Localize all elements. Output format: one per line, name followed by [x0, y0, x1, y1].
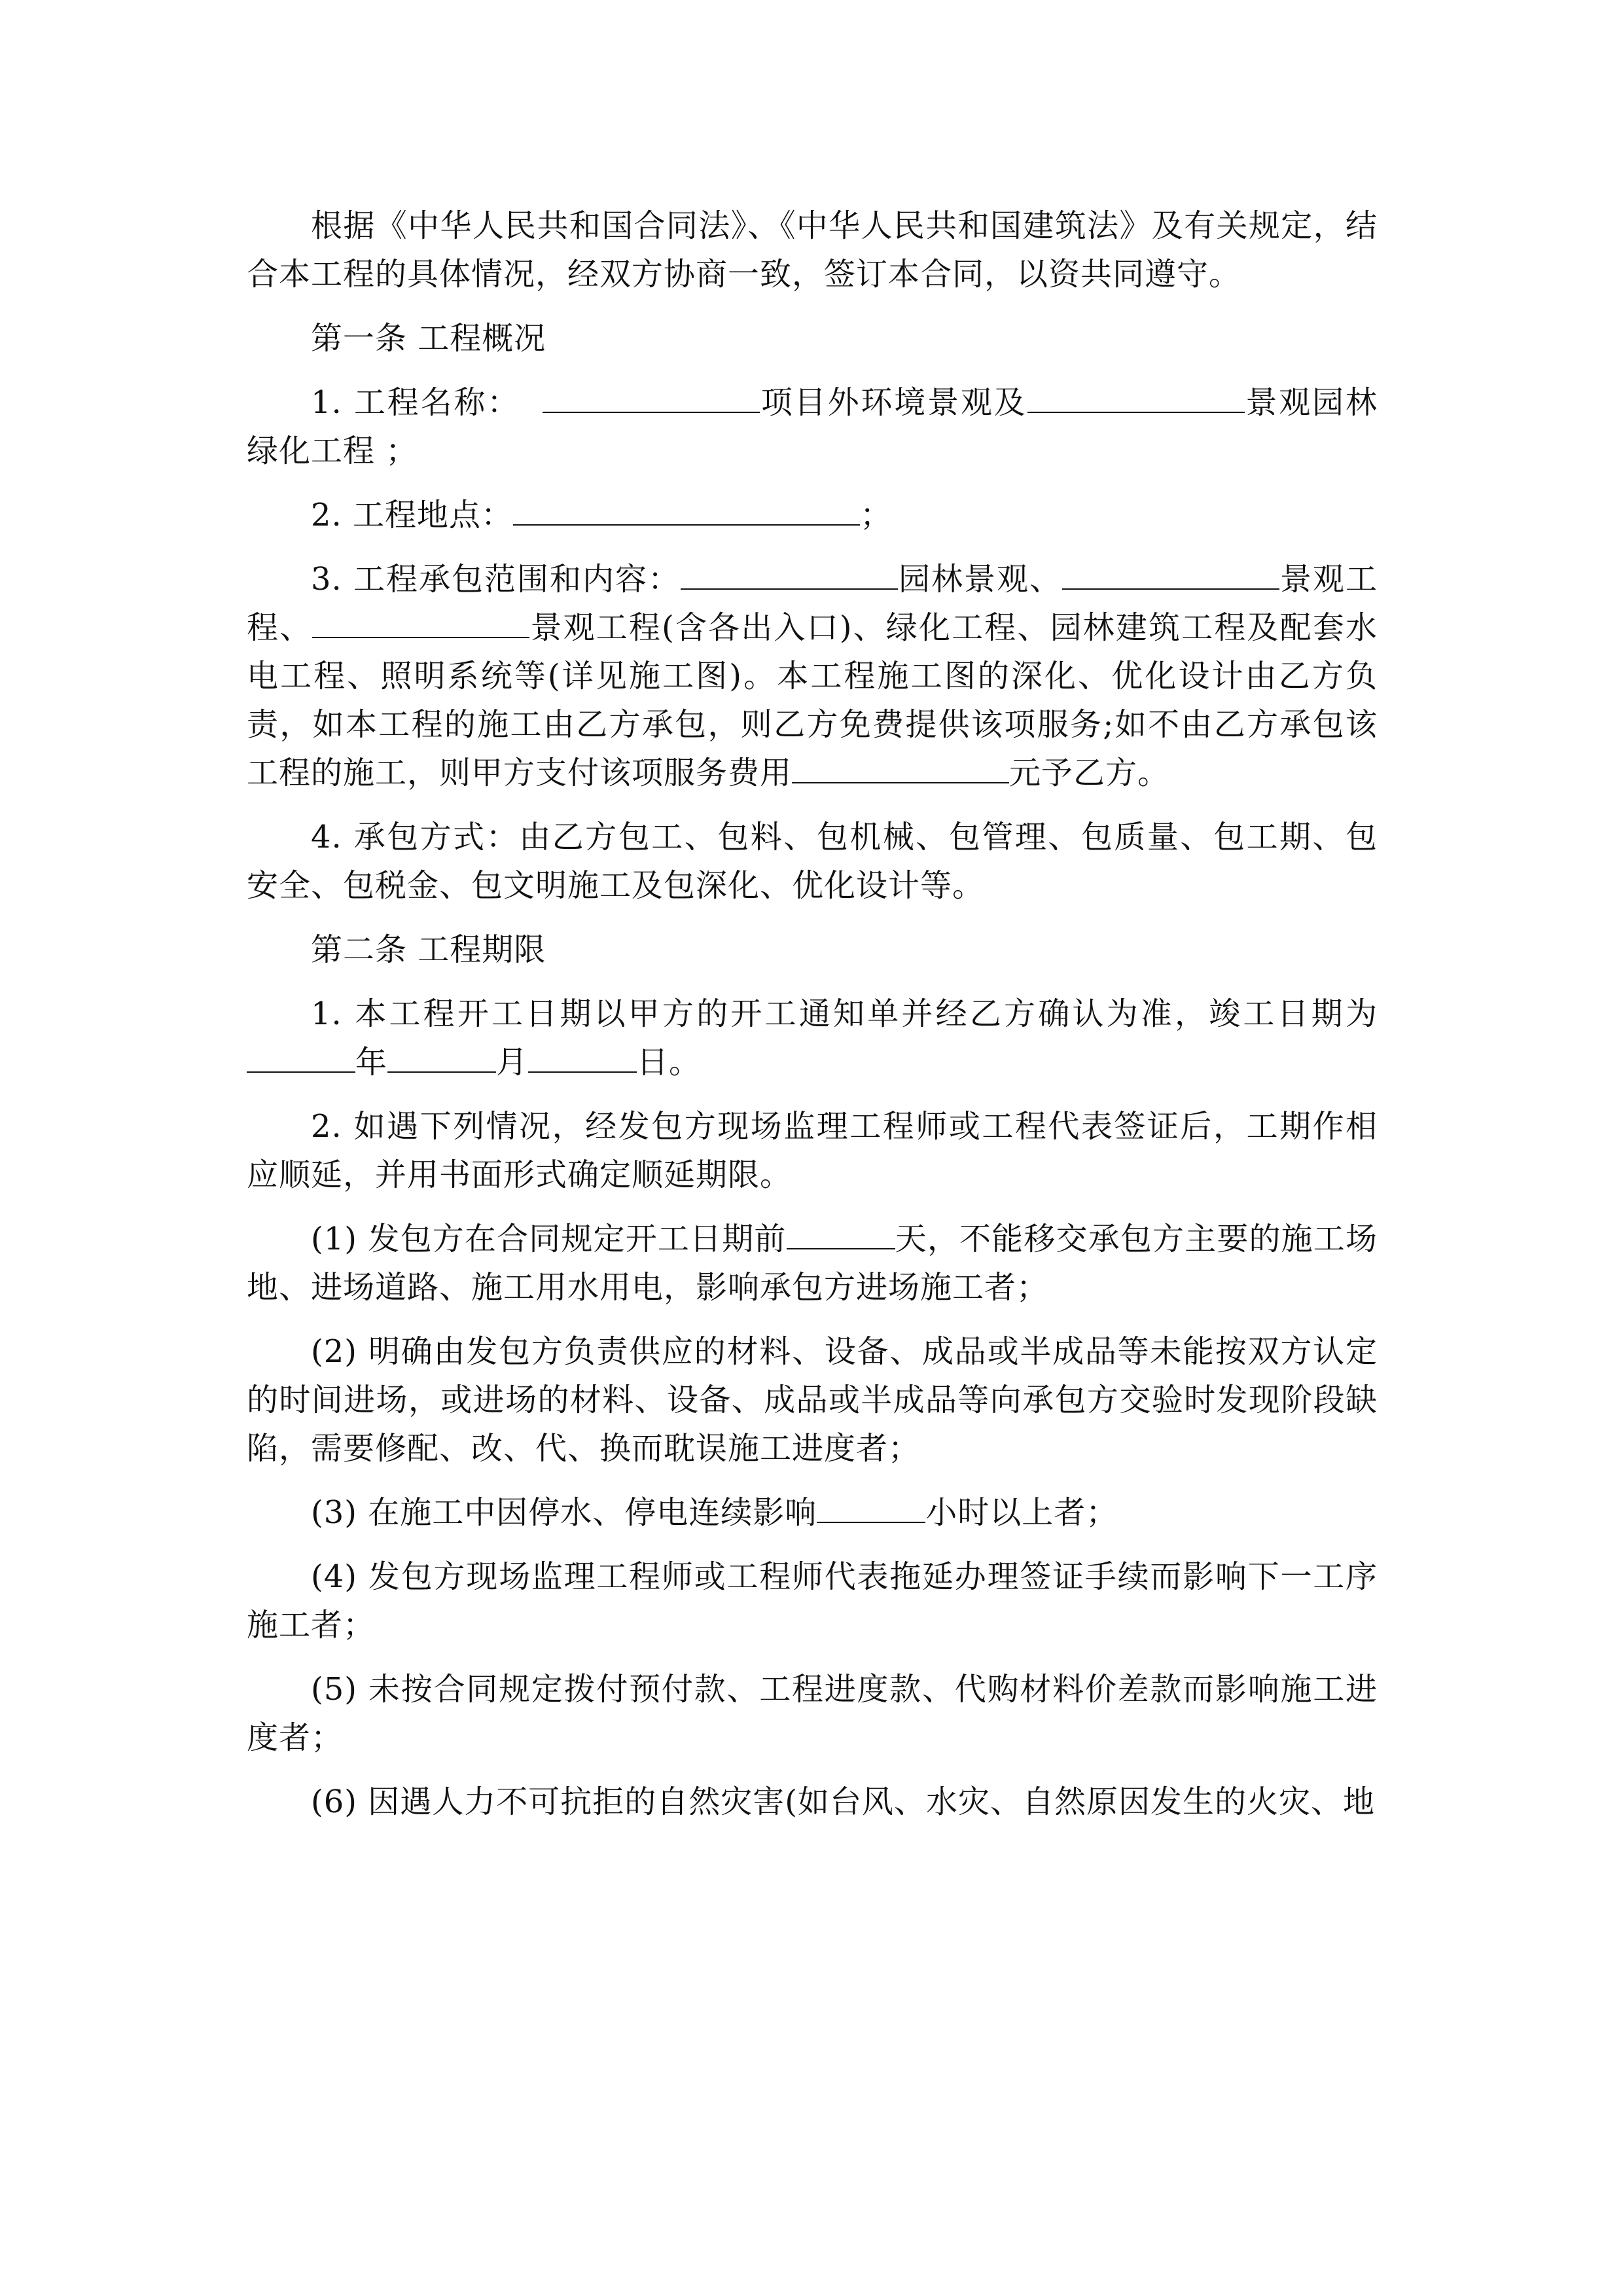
article-2-sub-2: (2) 明确由发包方负责供应的材料、设备、成品或半成品等未能按双方认定的时间进场，或进场的材料、设备、成品或半成品等向承包方交验时发现阶段缺陷，需要修配、改、代、换而耽误施工进度者； [247, 1333, 1378, 1467]
article-1-heading: 第一条 工程概况 [311, 320, 546, 357]
article-2-item-2: 2. 如遇下列情况，经发包方现场监理工程师或工程代表签证后，工期作相应顺延，并用书面形式确定顺延期限。 [247, 1108, 1378, 1193]
blank-line [681, 556, 898, 590]
blank-line [1062, 556, 1279, 590]
article-2-sub-1: (1) 发包方在合同规定开工日期前 天，不能移交承包方主要的施工场地、进场道路、施工用水用电，影响承包方进场施工者； [247, 1215, 1378, 1312]
article-2-sub-3: (3) 在施工中因停水、停电连续影响 小时以上者； [247, 1488, 1378, 1537]
article-1-item-2: 2. 工程地点： ； [247, 491, 1378, 539]
article-2-heading: 第二条 工程期限 [311, 931, 546, 968]
blank-line [817, 1489, 925, 1523]
intro-paragraph: 根据《中华人民共和国合同法》、《中华人民共和国建筑法》及有关规定，结合本工程的具体情况，经双方协商一致，签订本合同，以资共同遵守。 [247, 207, 1378, 293]
blank-line [528, 1039, 637, 1073]
article-2-sub-4: (4) 发包方现场监理工程师或工程师代表拖延办理签证手续而影响下一工序施工者； [247, 1558, 1378, 1643]
article-1-item-4: 4. 承包方式：由乙方包工、包料、包机械、包管理、包质量、包工期、包安全、包税金、包文明施工及包深化、优化设计等。 [247, 819, 1378, 904]
article-1-item-1: 1. 工程名称： 项目外环境景观及 景观园林绿化工程 ； [247, 378, 1378, 475]
blank-line [792, 749, 1009, 783]
article-2-sub-6: (6) 因遇人力不可抗拒的自然灾害(如台风、水灾、自然原因发生的火灾、地 [311, 1784, 1375, 1820]
blank-line [543, 379, 760, 413]
blank-line [1027, 379, 1245, 413]
blank-line [247, 1039, 355, 1073]
article-2-sub-5: (5) 未按合同规定拨付预付款、工程进度款、代购材料价差款而影响施工进度者； [247, 1671, 1378, 1756]
article-2-item-1: 1. 本工程开工日期以甲方的开工通知单并经乙方确认为准，竣工日期为年 月 日。 [247, 990, 1378, 1086]
blank-line [787, 1215, 895, 1249]
blank-line [387, 1039, 496, 1073]
blank-line [513, 492, 860, 526]
article-1-item-3: 3. 工程承包范围和内容： 园林景观、 景观工程、 景观工程(含各出入口)、绿化工程、园林建筑工程及配套水电工程、照明系统等(详见施工图)。本工程施工图的深化、优化设计由乙方负责，如本工程的施工由乙方承包，则乙方免费提供该项服务;如不由乙方承包该工程的施工，则甲方支付该项服务费用 元予乙方。 [247, 555, 1378, 797]
document-body [247, 202, 1378, 1842]
blank-line [312, 604, 529, 638]
